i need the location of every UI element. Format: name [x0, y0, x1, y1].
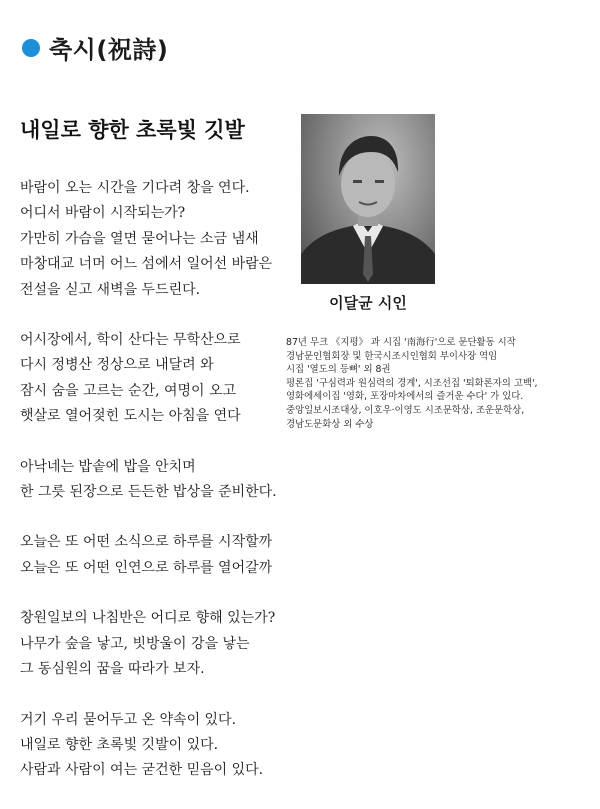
bio-line: 시집 '열도의 등뼈' 외 8권: [286, 364, 391, 376]
poem-line: 그 동심원의 꿈을 따라가 보자.: [20, 661, 205, 678]
poem-line: 오늘은 또 어떤 인연으로 하루를 열어갈까: [20, 559, 273, 576]
poem-line: 어시장에서, 학이 산다는 무학산으로: [20, 332, 241, 349]
poem-stanza: [20, 530, 290, 581]
bio-line: 경남도문화상 외 수상: [286, 418, 374, 430]
poem-stanza: [20, 708, 290, 784]
poem-line: 오늘은 또 어떤 소식으로 하루를 시작할까: [20, 534, 273, 551]
poem-line: 햇살로 열어젖힌 도시는 아침을 연다: [20, 408, 241, 425]
poem-line: 사람과 사람이 여는 굳건한 믿음이 있다.: [20, 762, 264, 779]
bio-line: 87년 무크 《지평》 과 시집 '南海行'으로 문단활동 시작: [286, 337, 516, 348]
bio-line: 경남문인협회장 및 한국시조시인협회 부이사장 역임: [286, 350, 498, 362]
poem-stanza: [20, 455, 290, 506]
section-header: [22, 30, 168, 65]
poem-line: 가만히 가슴을 열면 묻어나는 소금 냄새: [20, 230, 259, 247]
poem-line: 거기 우리 묻어두고 온 약속이 있다.: [20, 711, 237, 728]
bio-line: 중앙일보시조대상, 이호우·이영도 시조문학상, 조운문학상,: [286, 404, 525, 416]
poem-line: 어디서 바람이 시작되는가?: [20, 205, 186, 222]
poem-line: 아낙네는 밥솥에 밥을 안치며: [20, 458, 196, 475]
bullet-dot-icon: [22, 39, 40, 57]
bio-line: 영화에세이집 '영화, 포장마차에서의 즐거운 수다' 가 있다.: [286, 391, 524, 403]
poem-line: 마창대교 너머 어느 섬에서 일어선 바람은: [20, 256, 273, 273]
poem-title: 내일로 향한 초록빛 깃발: [20, 118, 245, 142]
poem-line: 바람이 오는 시간을 기다려 창을 연다.: [20, 180, 250, 196]
portrait-figure-icon: [301, 114, 435, 284]
poem-stanza: [20, 176, 290, 303]
poem-line: 창원일보의 나침반은 어디로 향해 있는가?: [20, 610, 276, 627]
poet-bio: [286, 336, 586, 431]
poem-body: [20, 176, 290, 809]
poem-line: 잠시 숨을 고르는 순간, 여명이 오고: [20, 382, 237, 399]
poet-portrait: [301, 114, 435, 284]
poem-stanza: [20, 328, 290, 430]
section-title: 축시(祝詩): [49, 36, 169, 64]
poem-line: 한 그릇 된장으로 든든한 밥상을 준비한다.: [20, 484, 277, 501]
poem-stanza: [20, 606, 290, 682]
bio-line: 평론집 '구심력과 원심력의 경계', 시조선집 '퇴화론자의 고백',: [286, 377, 538, 389]
poem-line: 전설을 싣고 새벽을 두드린다.: [20, 281, 201, 298]
poem-line: 다시 정병산 정상으로 내달려 와: [20, 357, 214, 374]
poem-line: 내일로 향한 초록빛 깃발이 있다.: [20, 736, 219, 753]
poet-name: 이달균 시인: [329, 294, 407, 312]
poem-line: 나무가 숲을 낳고, 빗방울이 강을 낳는: [20, 635, 250, 652]
